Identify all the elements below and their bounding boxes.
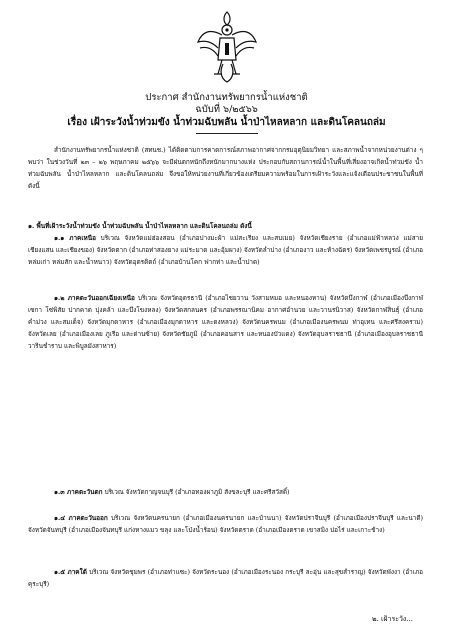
region-north (28, 232, 423, 268)
garuda-emblem-icon (196, 8, 258, 84)
region-text: บริเวณ จังหวัดแม่ฮ่องสอน (อำเภอปางมะผ้า แม่สะเรียง และสบเมย) จังหวัดเชียงราย (อำเภอแม่ฟ้าหลวง แม่สาย เชียงแสน และเชียงของ) จังหวัดตาก (อำเภอท่าสองยาง แม่ระมาด และอุ้มผาง) จังหวัดลำปาง (อำเภองาว และห้างฉัตร) จังหวัดเพชรบูรณ์ (อำเภอหล่มเก่า หล่มสัก และน้ำหนาว) จังหวัดอุตรดิตถ์ (อำเภอบ้านโคก ฟากท่า และน้ำปาด) (28, 234, 423, 267)
subject-line: เรื่อง เฝ้าระวังน้ำท่วมขัง น้ำท่วมฉับพลัน น้ำป่าไหลหลาก และดินโคลนถล่ม (67, 117, 386, 128)
region-label: ๑.๑ ภาคเหนือ (54, 234, 96, 242)
region-northeast (28, 292, 423, 352)
issuer-title: ประกาศ สำนักงานทรัพยากรน้ำแห่งชาติ (145, 92, 308, 103)
region-label: ๑.๓ ภาคตะวันตก (54, 488, 103, 496)
continuation-marker: ๒. เฝ้าระวัง... (371, 615, 413, 623)
region-label: ๑.๕ ภาคใต้ (54, 568, 87, 576)
announcement-number: ฉบับที่ ๖/๒๕๖๖ (195, 104, 258, 115)
region-east (28, 512, 423, 536)
region-label: ๑.๒ ภาคตะวันออกเฉียงเหนือ (54, 294, 135, 302)
region-text: บริเวณ จังหวัดอุดรธานี (อำเภอไชยวาน วังสามหมอ และหนองหาน) จังหวัดบึงกาฬ (อำเภอเมืองบึงกาฬ เซกา โซ่พิสัย ปากคาด บุ่งคล้า และบึงโขงหลง) จังหวัดสกลนคร (อำเภอพรรณานิคม อากาศอำนวย และวานรนิวาส) จังหวัดกาฬสินธุ์ (อำเภอคำม่วง และสมเด็จ) จังหวัดมุกดาหาร (อำเภอเมืองมุกดาหาร และดงหลวง) จังหวัดนครพนม (อำเภอเมืองนครพนม ท่าอุเทน และศรีสงคราม) จังหวัดเลย (อำเภอเมืองเลย ภูเรือ และด่านซ้าย) จังหวัดชัยภูมิ (อำเภอคอนสาร และหนองบัวแดง) จังหวัดอุบลราชธานี (อำเภอเมืองอุบลราชธานี วารินชำราบ และพิบูลมังสาหาร) (28, 294, 423, 351)
region-text: บริเวณ จังหวัดนครนายก (อำเภอเมืองนครนายก และบ้านนา) จังหวัดปราจีนบุรี (อำเภอเมืองปราจีนบุรี และนาดี) จังหวัดจันทบุรี (อำเภอเมืองจันทบุรี แก่งหางแมว ขลุง และโป่งน้ำร้อน) จังหวัดตราด (อำเภอเมืองตราด เขาสมิง บ่อไร่ และเกาะช้าง) (28, 514, 423, 535)
region-text: บริเวณ จังหวัดกาญจนบุรี (อำเภอทองผาภูมิ สังขละบุรี และศรีสวัสดิ์) (104, 488, 290, 496)
region-west (28, 486, 423, 498)
region-text: บริเวณ จังหวัดชุมพร (อำเภอท่าแซะ) จังหวัดระนอง (อำเภอเมืองระนอง กระบุรี ละอุ่น และสุขสำราญ) จังหวัดพังงา (อำเภอคุระบุรี) (28, 568, 423, 589)
region-label: ๑.๔ ภาคตะวันออก (54, 514, 108, 522)
region-south (28, 566, 423, 590)
header-divider (196, 133, 258, 134)
section-1-title: ๑. พื้นที่เฝ้าระวังน้ำท่วมขัง น้ำท่วมฉับพลัน น้ำป่าไหลหลาก และดินโคลนถล่ม ดังนี้ (28, 222, 252, 230)
section-1-heading (28, 220, 423, 232)
intro-paragraph: สำนักงานทรัพยากรน้ำแห่งชาติ (สทนช.) ได้ติดตามการคาดการณ์สภาพอากาศจากกรมอุตุนิยมวิทยา และสภาพน้ำจากหน่วยงานต่าง ๆ พบว่า ในช่วงวันที่ ๒๓ – ๒๖ พฤษภาคม ๒๕๖๖ จะมีฝนตกหนักถึงหนักมากบางแห่ง ประกอบกับสถานการณ์น้ำในพื้นที่เสี่ยงอาจเกิดน้ำท่วมขัง น้ำท่วมฉับพลัน น้ำป่าไหลหลาก และดินโคลนถล่ม จึงขอให้หน่วยงานที่เกี่ยวข้องเตรียมความพร้อมในการเฝ้าระวังและแจ้งเตือนประชาชนในพื้นที่ ดังนี้ (28, 146, 423, 191)
